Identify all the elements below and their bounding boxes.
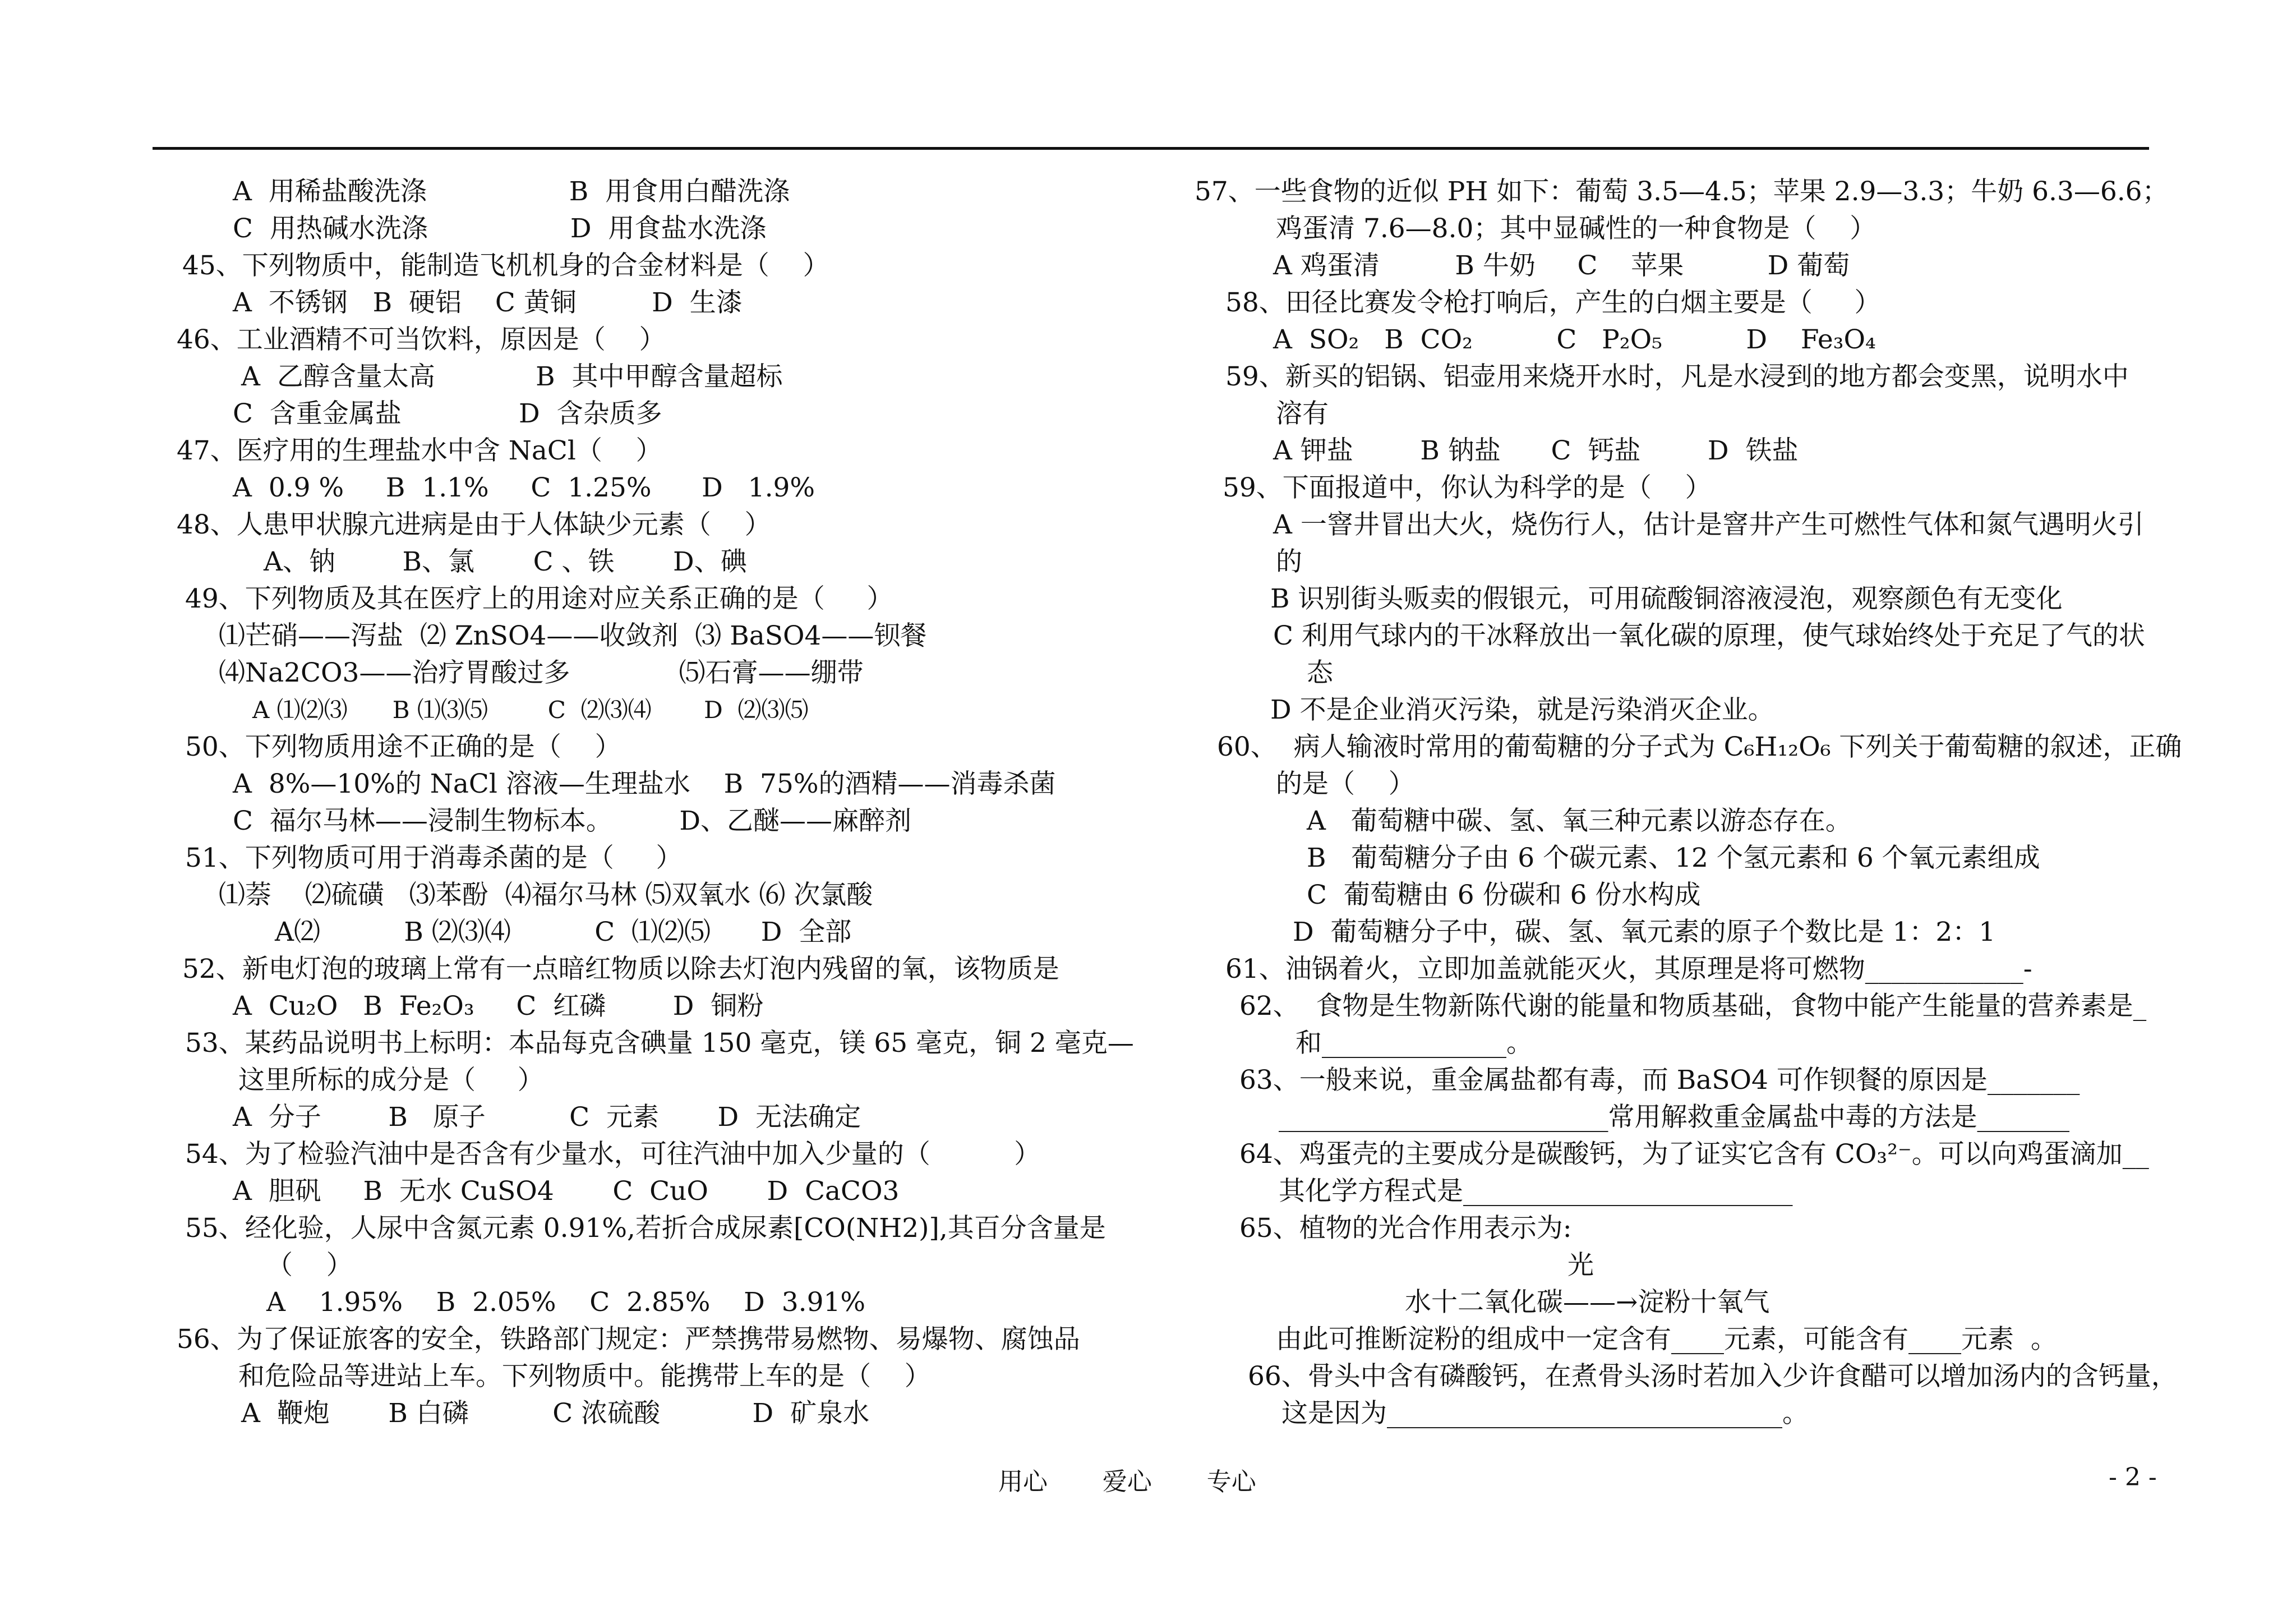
- q53-stem-1: 53、某药品说明书上标明：本品每克含碘量 150 毫克，镁 65 毫克，铜 2 毫克—: [185, 1028, 1134, 1059]
- q54-options: A 胆矾 B 无水 CuSO4 C CuO D CaCO3: [233, 1176, 900, 1207]
- q45-stem: 45、下列物质中，能制造飞机机身的合金材料是（ ）: [182, 250, 829, 281]
- q50-options-cd: C 福尔马林——浸制生物标本。 D、乙醚——麻醉剂: [233, 806, 912, 836]
- q46-options-cd: C 含重金属盐 D 含杂质多: [233, 398, 662, 429]
- q55-options: A 1.95% B 2.05% C 2.85% D 3.91%: [266, 1287, 866, 1318]
- q49-items-1: ⑴芒硝——泻盐 ⑵ ZnSO4——收敛剂 ⑶ BaSO4——钡餐: [219, 620, 927, 651]
- q55-stem-2: （ ）: [266, 1250, 353, 1281]
- q66-stem-2: 这是因为______________________________。: [1281, 1398, 1809, 1429]
- q59b-option-a-2: 的: [1276, 546, 1302, 577]
- q59b-option-b: B 识别街头贩卖的假银元，可用硫酸铜溶液浸泡，观察颜色有无变化: [1270, 583, 2063, 614]
- q51-options: A⑵ B ⑵⑶⑷ C ⑴⑵⑸ D 全部: [275, 917, 852, 947]
- q55-stem-1: 55、经化验，人尿中含氮元素 0.91%,若折合成尿素[CO(NH2)],其百分含量是: [185, 1213, 1106, 1244]
- header-rule: [153, 147, 2149, 150]
- q51-items: ⑴萘 ⑵硫磺 ⑶苯酚 ⑷福尔马林 ⑸双氧水 ⑹ 次氯酸: [219, 880, 873, 910]
- q46-stem: 46、工业酒精不可当饮料，原因是（ ）: [177, 324, 666, 355]
- q63-stem-1: 63、一般来说，重金属盐都有毒，而 BaSO4 可作钡餐的原因是_______: [1239, 1065, 2080, 1096]
- q59b-option-d: D 不是企业消灭污染，就是污染消灭企业。: [1270, 694, 1774, 725]
- q48-options: A、钠 B、氯 C 、铁 D、碘: [264, 546, 747, 577]
- q45-options: A 不锈钢 B 硬铝 C 黄铜 D 生漆: [233, 287, 743, 318]
- q47-stem: 47、医疗用的生理盐水中含 NaCl（ ）: [177, 435, 662, 466]
- q52-options: A Cu₂O B Fe₂O₃ C 红磷 D 铜粉: [233, 991, 764, 1022]
- q51-stem: 51、下列物质可用于消毒杀菌的是（ ）: [185, 843, 683, 873]
- page-number: - 2 -: [2109, 1463, 2157, 1492]
- q61-stem: 61、油锅着火，立即加盖就能灭火，其原理是将可燃物____________-: [1225, 954, 2032, 984]
- q58-stem: 58、田径比赛发令枪打响后，产生的白烟主要是（ ）: [1225, 287, 1881, 318]
- q59b-option-c-1: C 利用气球内的干冰释放出一氧化碳的原理，使气球始终处于充足了气的状: [1273, 620, 2145, 651]
- q49-stem: 49、下列物质及其在医疗上的用途对应关系正确的是（ ）: [185, 583, 893, 614]
- q44-options-ab: A 用稀盐酸洗涤 B 用食用白醋洗涤: [233, 176, 790, 207]
- q64-stem-1: 64、鸡蛋壳的主要成分是碳酸钙，为了证实它含有 CO₃²⁻。可以向鸡蛋滴加__: [1239, 1139, 2149, 1170]
- q44-options-cd: C 用热碱水洗涤 D 用食盐水洗涤: [233, 213, 767, 244]
- q46-options-ab: A 乙醇含量太高 B 其中甲醇含量超标: [241, 361, 783, 392]
- q62-stem-2: 和______________。: [1295, 1028, 1533, 1059]
- q59a-options: A 钾盐 B 钠盐 C 钙盐 D 铁盐: [1273, 435, 1799, 466]
- q53-options: A 分子 B 原子 C 元素 D 无法确定: [233, 1102, 861, 1133]
- q50-options-ab: A 8%—10%的 NaCl 溶液—生理盐水 B 75%的酒精——消毒杀菌: [233, 769, 1056, 799]
- q60-option-d: D 葡萄糖分子中，碳、氢、氧元素的原子个数比是 1：2：1: [1293, 917, 1996, 947]
- q60-option-a: A 葡萄糖中碳、氢、氧三种元素以游态存在。: [1307, 806, 1852, 836]
- q48-stem: 48、人患甲状腺亢进病是由于人体缺少元素（ ）: [177, 509, 771, 540]
- q56-stem-1: 56、为了保证旅客的安全，铁路部门规定：严禁携带易燃物、易爆物、腐蚀品: [177, 1324, 1080, 1355]
- q64-stem-2: 其化学方程式是_________________________: [1279, 1176, 1793, 1207]
- q53-stem-2: 这里所标的成分是（ ）: [238, 1065, 544, 1096]
- q65-equation: 水十二氧化碳——→淀粉十氧气: [1405, 1287, 1770, 1318]
- q60-option-c: C 葡萄糖由 6 份碳和 6 份水构成: [1307, 880, 1701, 910]
- q50-stem: 50、下列物质用途不正确的是（ ）: [185, 732, 621, 762]
- q47-options: A 0.9 % B 1.1% C 1.25% D 1.9%: [233, 472, 815, 503]
- q52-stem: 52、新电灯泡的玻璃上常有一点暗红物质以除去灯泡内残留的氧，该物质是: [182, 954, 1059, 984]
- q60-stem-1: 60、 病人输液时常用的葡萄糖的分子式为 C₆H₁₂O₆ 下列关于葡萄糖的叙述，正确: [1217, 732, 2182, 762]
- q59a-stem-1: 59、新买的铝锅、铝壶用来烧开水时，凡是水浸到的地方都会变黑，说明水中: [1225, 361, 2129, 392]
- q58-options: A SO₂ B CO₂ C P₂O₅ D Fe₃O₄: [1273, 324, 1876, 355]
- q65-question: 由此可推断淀粉的组成中一定含有____元素，可能含有____元素 。: [1276, 1324, 2057, 1355]
- q60-option-b: B 葡萄糖分子由 6 个碳元素、12 个氢元素和 6 个氧元素组成: [1307, 843, 2040, 873]
- q62-stem-1: 62、 食物是生物新陈代谢的能量和物质基础，食物中能产生能量的营养素是_: [1239, 991, 2147, 1022]
- q54-stem: 54、为了检验汽油中是否含有少量水，可往汽油中加入少量的（ ）: [185, 1139, 1041, 1170]
- q57-stem-1: 57、一些食物的近似 PH 如下：葡萄 3.5—4.5；苹果 2.9—3.3；牛奶 6.3—6.6；: [1195, 176, 2169, 207]
- q66-stem-1: 66、骨头中含有磷酸钙，在煮骨头汤时若加入少许食醋可以增加汤内的含钙量，: [1248, 1361, 2178, 1392]
- q59b-option-c-2: 态: [1307, 657, 1333, 688]
- q49-items-2: ⑷Na2CO3——治疗胃酸过多 ⑸石膏——绷带: [219, 657, 864, 688]
- q57-stem-2: 鸡蛋清 7.6—8.0；其中显碱性的一种食物是（ ）: [1276, 213, 1877, 244]
- q57-options: A 鸡蛋清 B 牛奶 C 苹果 D 葡萄: [1273, 250, 1850, 281]
- q56-stem-2: 和危险品等进站上车。下列物质中。能携带上车的是（ ）: [238, 1361, 931, 1392]
- q65-light-label: 光: [1567, 1250, 1594, 1281]
- q59b-option-a-1: A 一窨井冒出大火，烧伤行人，估计是窨井产生可燃性气体和氮气遇明火引: [1273, 509, 2144, 540]
- q63-stem-2: _________________________常用解救重金属盐中毒的方法是_______: [1279, 1102, 2069, 1133]
- q59a-stem-2: 溶有: [1276, 398, 1329, 429]
- q65-stem: 65、植物的光合作用表示为:: [1239, 1213, 1572, 1244]
- q59b-stem: 59、下面报道中，你认为科学的是（ ）: [1223, 472, 1712, 503]
- q60-stem-2: 的是（ ）: [1276, 769, 1415, 799]
- footer-motto: 用心 爱心 专心: [998, 1467, 1256, 1496]
- q56-options: A 鞭炮 B 白磷 C 浓硫酸 D 矿泉水: [241, 1398, 870, 1429]
- q49-options: A ⑴⑵⑶ B ⑴⑶⑸ C ⑵⑶⑷ D ⑵⑶⑸: [252, 696, 809, 724]
